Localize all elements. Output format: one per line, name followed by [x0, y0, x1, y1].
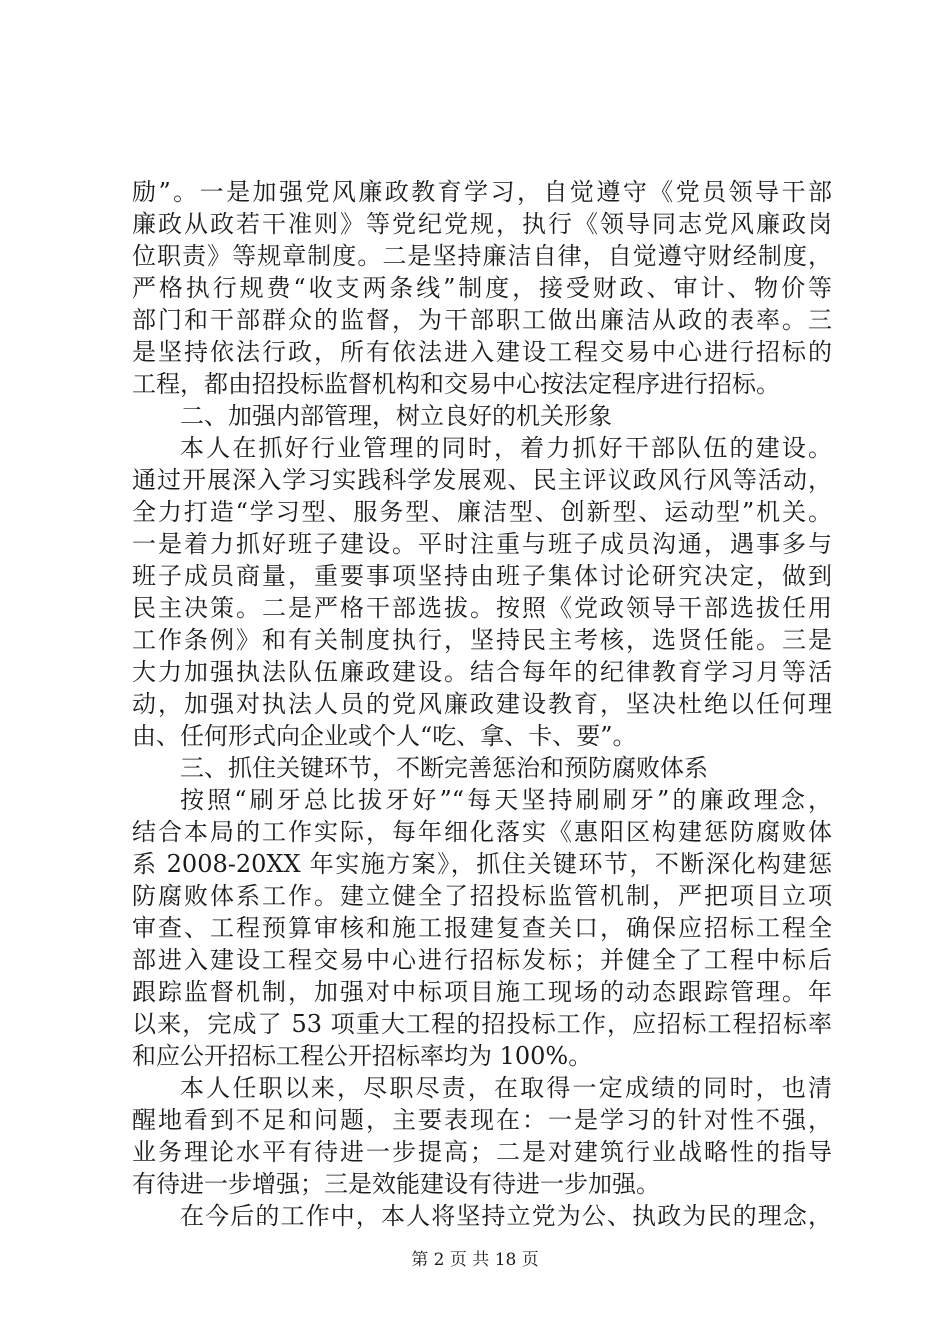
text-line: 工程，都由招投标监督机构和交易中心按法定程序进行招标。 [132, 370, 780, 398]
text-line: 全力打造“学习型、服务型、廉洁型、创新型、运动型”机关。 [132, 498, 832, 526]
page-footer: 第 2 页 共 18 页 [411, 1250, 539, 1270]
text-line: 部门和干部群众的监督，为干部职工做出廉洁从政的表率。三 [132, 306, 832, 334]
text-line: 班子成员商量，重要事项坚持由班子集体讨论研究决定，做到 [132, 562, 832, 590]
text-line: 按照“刷牙总比拔牙好”“每天坚持刷刷牙”的廉政理念， [180, 786, 832, 814]
text-line: 部进入建设工程交易中心进行招标发标；并健全了工程中标后 [132, 946, 832, 974]
document-body [132, 176, 832, 1232]
text-line: 励”。一是加强党风廉政教育学习，自觉遵守《党员领导干部 [132, 178, 832, 206]
text-line: 醒地看到不足和问题，主要表现在：一是学习的针对性不强， [132, 1106, 832, 1134]
text-line: 和应公开招标工程公开招标率均为 100%。 [132, 1042, 593, 1070]
text-line: 结合本局的工作实际，每年细化落实《惠阳区构建惩防腐败体 [132, 818, 832, 846]
text-line: 以来，完成了 53 项重大工程的招投标工作，应招标工程招标率 [132, 1010, 832, 1038]
text-line: 系 2008-20XX 年实施方案》，抓住关键环节，不断深化构建惩 [132, 850, 832, 878]
text-line: 跟踪监督机制，加强对中标项目施工现场的动态跟踪管理。年 [132, 978, 832, 1006]
text-line: 防腐败体系工作。建立健全了招投标监管机制，严把项目立项 [132, 882, 832, 910]
text-line: 严格执行规费“收支两条线”制度，接受财政、审计、物价等 [132, 274, 832, 302]
text-line: 工作条例》和有关制度执行，坚持民主考核，选贤任能。三是 [132, 626, 832, 654]
text-line: 本人任职以来，尽职尽责，在取得一定成绩的同时，也清 [180, 1074, 832, 1102]
text-line: 审查、工程预算审核和施工报建复查关口，确保应招标工程全 [132, 914, 832, 942]
text-line: 在今后的工作中，本人将坚持立党为公、执政为民的理念， [180, 1202, 832, 1230]
text-line: 一是着力抓好班子建设。平时注重与班子成员沟通，遇事多与 [132, 530, 832, 558]
text-line: 是坚持依法行政，所有依法进入建设工程交易中心进行招标的 [132, 338, 832, 366]
text-line: 二、加强内部管理，树立良好的机关形象 [180, 402, 612, 430]
text-line: 动，加强对执法人员的党风廉政建设教育，坚决杜绝以任何理 [132, 690, 832, 718]
text-line: 有待进一步增强；三是效能建设有待进一步加强。 [132, 1170, 660, 1198]
text-line: 由、任何形式向企业或个人“吃、拿、卡、要”。 [132, 722, 637, 750]
text-line: 民主决策。二是严格干部选拔。按照《党政领导干部选拔任用 [132, 594, 832, 622]
text-line: 廉政从政若干准则》等党纪党规，执行《领导同志党风廉政岗 [132, 210, 832, 238]
text-line: 位职责》等规章制度。二是坚持廉洁自律，自觉遵守财经制度， [132, 242, 832, 270]
text-line: 业务理论水平有待进一步提高；二是对建筑行业战略性的指导 [132, 1138, 832, 1166]
text-line: 大力加强执法队伍廉政建设。结合每年的纪律教育学习月等活 [132, 658, 832, 686]
text-line: 通过开展深入学习实践科学发展观、民主评议政风行风等活动， [132, 466, 832, 494]
text-line: 本人在抓好行业管理的同时，着力抓好干部队伍的建设。 [180, 434, 832, 462]
text-line: 三、抓住关键环节，不断完善惩治和预防腐败体系 [180, 754, 708, 782]
